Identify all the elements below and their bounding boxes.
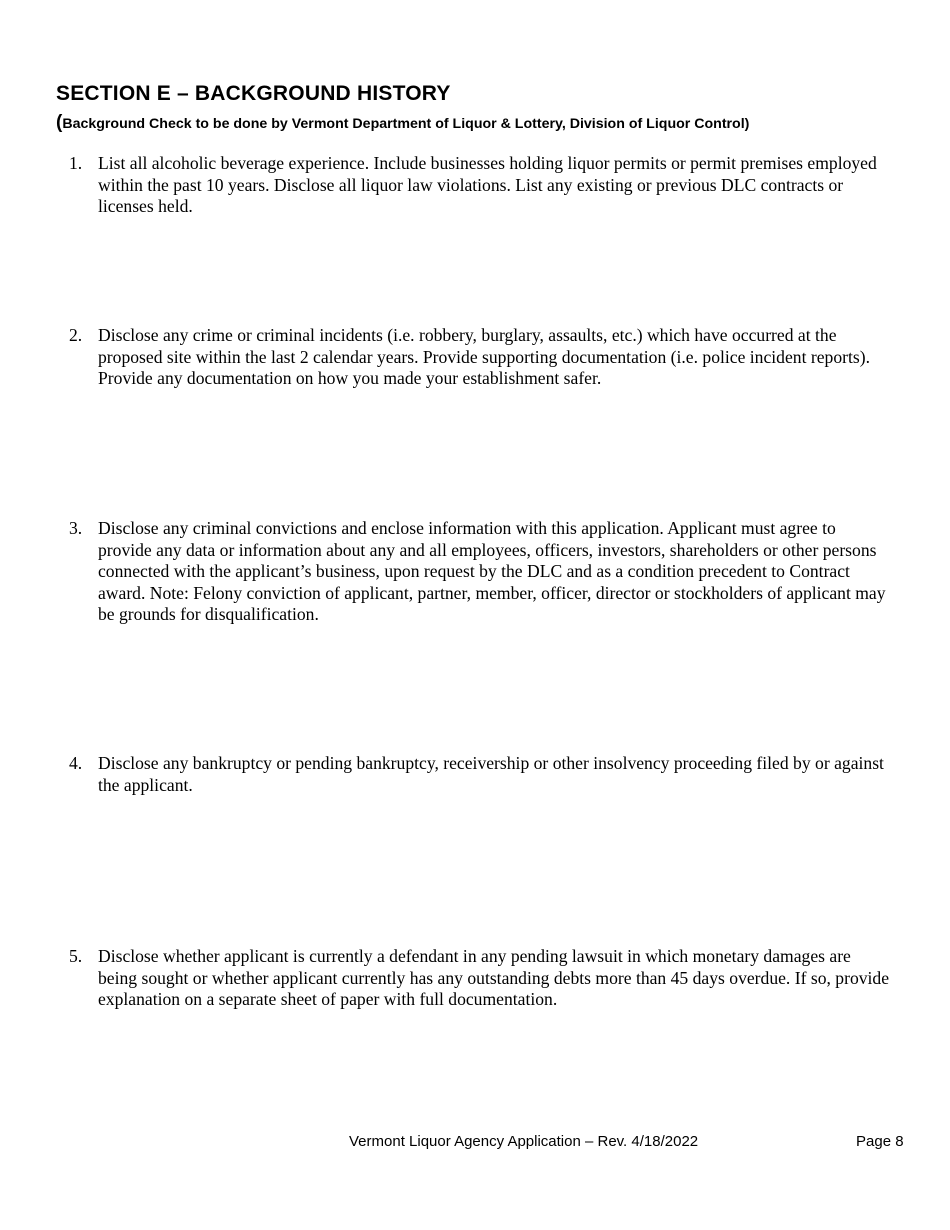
question-text: Disclose any crime or criminal incidents (i.e. robbery, burglary, assaults, etc.) which have occurred at the proposed site within the last 2 calendar years. Provide supporting documentation (i.e. police incident reports). Provide any documentation on how you made your establishment safer. <box>98 325 870 388</box>
question-number: 4. <box>69 753 83 773</box>
question-item-4 <box>60 753 890 796</box>
question-number: 1. <box>69 153 83 173</box>
subtitle-text: Background Check to be done by Vermont Department of Liquor & Lottery, Division of Liquor Control) <box>62 116 750 132</box>
question-number: 5. <box>69 946 83 966</box>
section-title: SECTION E – BACKGROUND HISTORY <box>56 82 451 105</box>
question-number: 3. <box>69 518 83 538</box>
question-text: Disclose any bankruptcy or pending bankruptcy, receivership or other insolvency proceeding filed by or against the applicant. <box>98 753 884 795</box>
question-number: 2. <box>69 325 83 345</box>
question-item-2 <box>60 325 890 390</box>
section-subtitle <box>56 112 749 134</box>
question-item-3 <box>60 518 890 626</box>
question-item-1 <box>60 153 890 218</box>
footer-document-title: Vermont Liquor Agency Application – Rev. 4/18/2022 <box>349 1133 699 1150</box>
question-text: Disclose any criminal convictions and enclose information with this application. Applicant must agree to provide any data or information about any and all employees, officers, investors, shareholders or other persons connected with the applicant’s business, upon request by the DLC and as a condition precedent to Contract award. Note: Felony conviction of applicant, partner, member, officer, director or stockholders of applicant may be grounds for disqualification. <box>98 518 886 624</box>
question-text: List all alcoholic beverage experience. Include businesses holding liquor permits or permit premises employed within the past 10 years. Disclose all liquor law violations. List any existing or previous DLC contracts or licenses held. <box>98 153 877 216</box>
question-text: Disclose whether applicant is currently a defendant in any pending lawsuit in which monetary damages are being sought or whether applicant currently has any outstanding debts more than 45 days overdue. If so, provide explanation on a separate sheet of paper with full documentation. <box>98 946 890 1009</box>
question-item-5 <box>60 946 890 1011</box>
subtitle-open-paren: ( <box>56 112 63 133</box>
footer-page-number: Page 8 <box>856 1133 904 1150</box>
